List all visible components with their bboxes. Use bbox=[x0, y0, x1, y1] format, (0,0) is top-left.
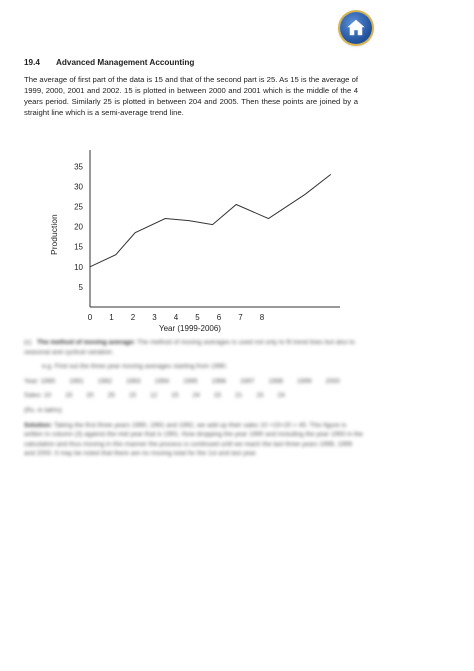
x-tick-label: 5 bbox=[195, 313, 200, 322]
blurred-continuation bbox=[24, 338, 364, 464]
section-title: Advanced Management Accounting bbox=[55, 58, 195, 67]
year-value: 1992 bbox=[97, 377, 113, 385]
c-heading: The method of moving average: bbox=[37, 339, 136, 346]
x-axis-label: Year (1999-2006) bbox=[159, 324, 221, 333]
x-tick-label: 2 bbox=[130, 313, 136, 322]
sales-value: 25 bbox=[107, 392, 115, 400]
sales-value: 24 bbox=[192, 392, 200, 400]
years-values bbox=[41, 378, 354, 385]
sales-value: 10 bbox=[43, 392, 52, 400]
y-tick-label: 15 bbox=[74, 242, 83, 252]
year-value: 1993 bbox=[126, 377, 141, 385]
year-value: 1995 bbox=[183, 377, 198, 385]
year-label: Year: bbox=[24, 377, 39, 385]
year-value: 2000 bbox=[325, 377, 340, 385]
sales-values bbox=[44, 392, 299, 399]
section-number: 19.4 bbox=[24, 58, 40, 67]
unit-note: (Rs. in lakhs) bbox=[24, 406, 62, 414]
sales-value: 15 bbox=[128, 392, 137, 400]
y-tick-label: 25 bbox=[74, 202, 83, 212]
solution-text: Taking the first three years 1990, 1991 and 1992, we add up their sales 10 +15+20 = 45. This figure is written in column (3) against the mid year that is 1991. Now dropping the year 1990 and including the year 1993 in the calculation and thus moving in this manner the process is continued until we reach the last three years 1998, 1999 and 2000. It may be noted that there are no moving total for the 1st and last year. bbox=[24, 421, 363, 458]
sales-value: 15 bbox=[256, 392, 264, 400]
years-row bbox=[24, 377, 364, 387]
sales-value: 20 bbox=[86, 392, 94, 400]
y-tick-label: 10 bbox=[74, 262, 83, 272]
sales-row bbox=[24, 391, 364, 401]
year-value: 1999 bbox=[296, 377, 312, 385]
sales-value: 15 bbox=[171, 392, 179, 400]
year-value: 1990 bbox=[40, 377, 56, 385]
x-tick-label: 8 bbox=[259, 313, 265, 322]
home-icon bbox=[346, 18, 366, 38]
x-tick-label: 4 bbox=[173, 313, 179, 322]
section-header bbox=[24, 58, 194, 67]
x-tick-label: 0 bbox=[87, 313, 93, 322]
example-line: e.g. Find out the three year moving averages starting from 1990. bbox=[42, 363, 228, 371]
sales-label: Sales: bbox=[24, 392, 43, 400]
year-value: 1996 bbox=[211, 377, 227, 385]
c-text: The method of moving averages is used not only to fit trend lines but also to seasonal and cyclical variation. bbox=[24, 339, 355, 356]
sales-value: 15 bbox=[213, 392, 221, 400]
body-paragraph: The average of first part of the data is 15 and that of the second part is 25. As 15 is the average of 1999, 2000, 2001 and 2002. 15 is plotted in between 2000 and 2001 which is the middle of the 4 years period. Similarly 25 is plotted in between 204 and 2005. Then these points are joined by a straight line which is a semi-average trend line. bbox=[24, 75, 358, 118]
year-value: 1991 bbox=[69, 377, 84, 385]
x-tick-label: 6 bbox=[216, 313, 222, 322]
y-tick-label: 5 bbox=[78, 282, 83, 292]
y-axis-label: Production bbox=[49, 214, 59, 255]
production-chart bbox=[40, 140, 360, 340]
sales-value: 24 bbox=[277, 392, 285, 400]
production-series-line bbox=[90, 174, 331, 266]
y-tick-label: 30 bbox=[74, 182, 83, 192]
sales-value: 21 bbox=[235, 392, 243, 400]
y-tick-label: 35 bbox=[74, 162, 83, 172]
sales-value: 12 bbox=[150, 392, 158, 400]
year-value: 1998 bbox=[268, 377, 283, 385]
x-tick-label: 7 bbox=[238, 313, 243, 322]
sales-value: 15 bbox=[65, 392, 73, 400]
c-label: (c) bbox=[24, 339, 32, 346]
year-value: 1997 bbox=[240, 377, 255, 385]
year-value: 1994 bbox=[154, 377, 170, 385]
y-tick-label: 20 bbox=[74, 222, 83, 232]
x-tick-label: 3 bbox=[152, 313, 157, 322]
x-tick-label: 1 bbox=[109, 313, 114, 322]
solution-label: Solution: bbox=[24, 421, 53, 429]
home-button[interactable] bbox=[340, 12, 372, 44]
